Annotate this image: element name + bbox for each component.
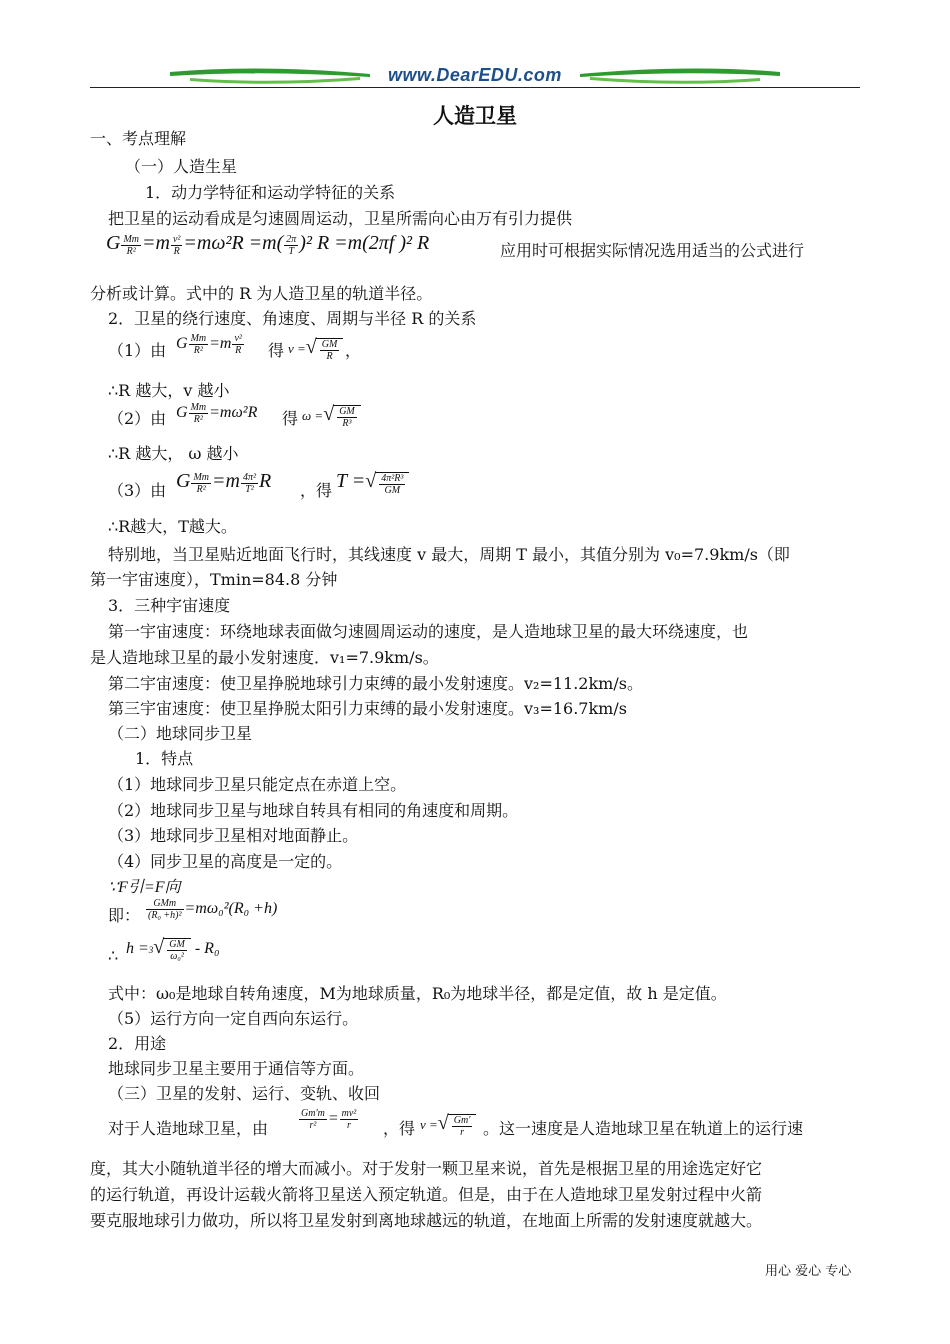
case-3-prefix: （3）由 (108, 481, 167, 500)
subsection-heading-2: （二）地球同步卫星 (108, 724, 253, 743)
paragraph-2a: 特别地，当卫星贴近地面飞行时，其线速度 v 最大，周期 T 最小，其值分别为 v₀=7.9km/s（即 (108, 545, 790, 564)
paragraph-8-prefix: 对于人造地球卫星，由 (108, 1119, 269, 1138)
paragraph-7: 地球同步卫星主要用于通信等方面。 (108, 1059, 365, 1078)
item-heading-1: 1．动力学特征和运动学特征的关系 (145, 183, 396, 202)
paragraph-8d: 要克服地球引力做功，所以将卫星发射到离地球越远的轨道，在地面上所需的发射速度就越大。 (90, 1211, 763, 1230)
subsection-heading-1: （一）人造生星 (125, 157, 238, 176)
formula-height: h =3√ $\frac{GM}{\text{ω₀²}}$ - R₀ (126, 936, 220, 963)
header-rule (90, 87, 860, 88)
case-3-mid: ，得 (300, 481, 333, 500)
case-1-prefix: （1）由 (108, 341, 167, 360)
case-1-mid: 得 (268, 341, 285, 360)
formula-case-1-result: v =√ $\frac{GM}{R}$ (288, 336, 343, 362)
paragraph-1b: 分析或计算。式中的 R 为人造卫星的轨道半径。 (90, 284, 433, 303)
formula-case-3: G $\frac{Mm}{\text{R²}}$ =m $\frac{\text{4π²}}{\text{T²}}$ R (176, 470, 272, 495)
section-heading-1: 一、考点理解 (90, 129, 187, 148)
case-1-suffix: ， (345, 341, 362, 360)
feature-1: （1）地球同步卫星只能定点在赤道上空。 (108, 775, 407, 794)
paragraph-4: 第二宇宙速度：使卫星挣脱地球引力束缚的最小发射速度。v₂=11.2km/s。 (108, 674, 643, 693)
page-title: 人造卫星 (433, 104, 517, 128)
formula-central-force: G $\frac{Mm}{\text{R²}}$ =m $\frac{\text{v²}}{R}$ =mω²R =m( $\frac{2\pi}{T}$ )² R =m(2πf )² R (106, 232, 430, 257)
paragraph-3b: 是人造地球卫星的最小发射速度．v₁=7.9km/s。 (90, 648, 439, 667)
feature-2: （2）地球同步卫星与地球自转具有相同的角速度和周期。 (108, 801, 519, 820)
feature-4: （4）同步卫星的高度是一定的。 (108, 852, 343, 871)
formula-case-1: G $\frac{Mm}{\text{R²}}$ =m $\frac{\text{v²}}{R}$ (176, 333, 242, 356)
case-3-conclusion: ∴R越大，T越大。 (108, 517, 237, 536)
item-heading-5: 2．用途 (108, 1034, 167, 1053)
feature-5: （5）运行方向一定自西向东运行。 (108, 1009, 359, 1028)
formula-orbit-speed: $\frac{Gm'm}{\text{r²}}$ = $\frac{\text{mv²}}{r}$ (301, 1108, 357, 1131)
site-banner (170, 62, 780, 88)
paragraph-2b: 第一宇宙速度），Tmin=84.8 分钟 (90, 570, 338, 589)
formula-case-3-result: T =√ $\frac{\text{4π²R³}}{GM}$ (336, 470, 409, 496)
item-heading-3: 3．三种宇宙速度 (108, 596, 231, 615)
item-heading-4: 1．特点 (135, 749, 194, 768)
item-heading-2: 2．卫星的绕行速度、角速度、周期与半径 R 的关系 (108, 309, 477, 328)
paragraph-1: 把卫星的运动看成是匀速圆周运动，卫星所需向心由万有引力提供 (108, 209, 573, 228)
ji-label: 即： (108, 906, 141, 925)
paragraph-3a: 第一宇宙速度：环绕地球表面做匀速圆周运动的速度，是人造地球卫星的最大环绕速度，也 (108, 622, 749, 641)
feature-3: （3）地球同步卫星相对地面静止。 (108, 826, 359, 845)
case-2-conclusion: ∴R 越大， ω 越小 (108, 444, 239, 463)
paragraph-8-mid: ，得 (383, 1119, 416, 1138)
formula-case-2-result: ω =√ $\frac{GM}{\text{R³}}$ (302, 403, 361, 429)
because-statement: ∵F引=F向 (108, 879, 181, 896)
case-1-conclusion: ∴R 越大，v 越小 (108, 381, 230, 400)
paragraph-6: 式中：ω₀是地球自转角速度，M为地球质量，R₀为地球半径，都是定值，故 h 是定值。 (108, 984, 727, 1003)
paragraph-1-continued: 应用时可根据实际情况选用适当的公式进行 (500, 241, 805, 260)
paragraph-8b: 度，其大小随轨道半径的增大而减小。对于发射一颗卫星来说，首先是根据卫星的用途选定好它 (90, 1159, 763, 1178)
footer-slogan: 用心 爱心 专心 (765, 1264, 852, 1279)
site-url: www.DearEDU.com (388, 65, 562, 85)
formula-case-2: G $\frac{Mm}{\text{R²}}$ =mω²R (176, 402, 258, 425)
paragraph-5: 第三宇宙速度：使卫星挣脱太阳引力束缚的最小发射速度。v₃=16.7km/s (108, 699, 627, 718)
subsection-heading-3: （三）卫星的发射、运行、变轨、收回 (108, 1084, 381, 1103)
case-2-mid: 得 (282, 409, 299, 428)
paragraph-8c: 的运行轨道，再设计运载火箭将卫星送入预定轨道。但是，由于在人造地球卫星发射过程中火箭 (90, 1185, 763, 1204)
therefore-symbol: ∴ (108, 946, 119, 965)
formula-orbit-speed-result: v =√ $\frac{Gm'}{r}$ (420, 1112, 476, 1138)
formula-sync-orbit: $\frac{\text{GMm}}{\text{(R₀ +h)²}}$ =mω₀²(R₀ +h) (148, 898, 278, 921)
case-2-prefix: （2）由 (108, 409, 167, 428)
paragraph-8-suffix: 。这一速度是人造地球卫星在轨道上的运行速 (483, 1119, 804, 1138)
